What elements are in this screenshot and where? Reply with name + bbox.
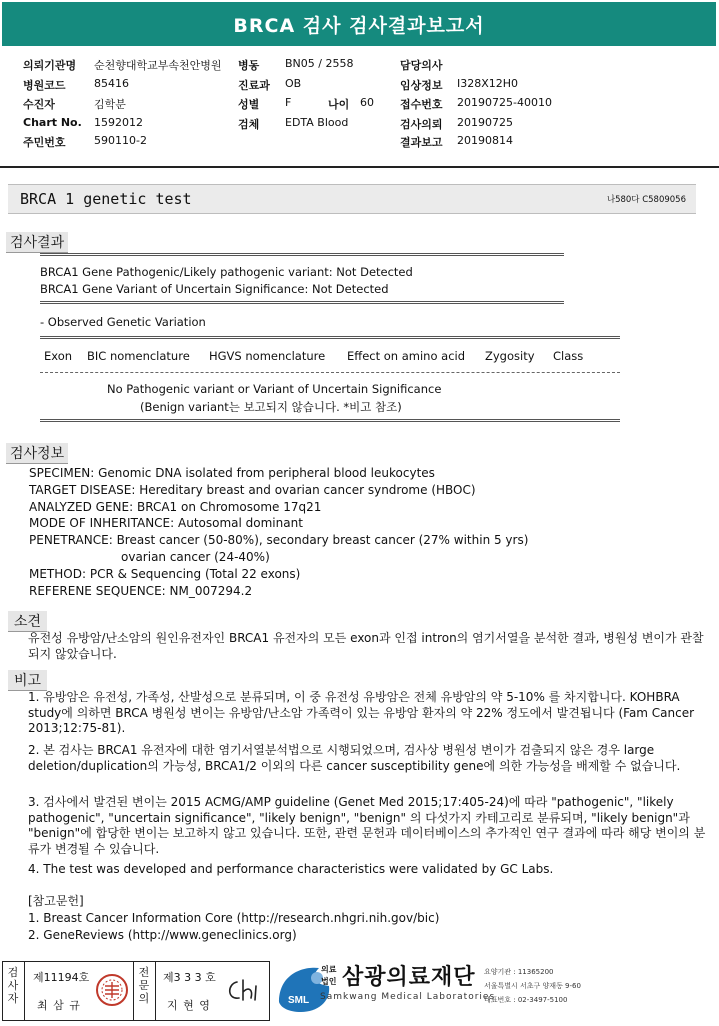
- header-value: F: [285, 96, 292, 109]
- header-label: 주민번호: [23, 136, 66, 149]
- result-vus: BRCA1 Gene Variant of Uncertain Significance: Not Detected: [40, 282, 389, 296]
- signature-box: [2, 961, 270, 1021]
- header-label: 결과보고: [400, 136, 443, 149]
- examiner-license: 제11194호: [33, 971, 90, 984]
- org-prefix: 의료: [321, 965, 337, 974]
- info-line: PENETRANCE: Breast cancer (50-80%), secondary breast cancer (27% within 5 yrs): [29, 533, 529, 547]
- divider: [40, 336, 620, 339]
- reference-item: 2. GeneReviews (http://www.geneclinics.org): [28, 928, 297, 942]
- header-value: 20190725: [457, 116, 513, 129]
- header-value: OB: [285, 77, 302, 90]
- specialist-license: 제3 3 3 호: [163, 971, 216, 984]
- examiner-label: 검사자: [7, 966, 19, 1005]
- test-name: BRCA 1 genetic test: [20, 190, 192, 208]
- header-value: EDTA Blood: [285, 116, 349, 129]
- specialist-name: 지 현 영: [167, 999, 211, 1012]
- result-pathogenic: BRCA1 Gene Pathogenic/Likely pathogenic variant: Not Detected: [40, 265, 413, 279]
- report-title: BRCA 검사 검사결과보고서: [2, 2, 716, 46]
- header-value: 20190814: [457, 134, 513, 147]
- remark-item: 1. 유방암은 유전성, 가족성, 산발성으로 분류되며, 이 중 유전성 유방암은 전체 유방암의 약 5-10% 를 차지합니다. KOHBRA study에 의하면 BRCA 병원성 변이는 유방암/난소암 가족력이 있는 유방암 환자의 약 22% 정도에서 발견됩니다 (Fam Cancer 2013;12:75-81).: [28, 690, 695, 735]
- divider: [40, 419, 620, 422]
- specialist-label: 전문의: [138, 966, 150, 1005]
- org-address: 서울특별시 서초구 양재동 9-60: [484, 982, 581, 990]
- info-line: REFERENE SEQUENCE: NM_007294.2: [29, 584, 253, 598]
- divider: [40, 301, 564, 304]
- info-line: ANALYZED GENE: BRCA1 on Chromosome 17q21: [29, 500, 322, 514]
- section-title-info: 검사정보: [6, 443, 68, 464]
- header-label: 검체: [238, 118, 260, 131]
- info-line: MODE OF INHERITANCE: Autosomal dominant: [29, 516, 303, 530]
- column-header: Zygosity: [485, 349, 535, 363]
- section-title-opinion: 소견: [8, 611, 47, 632]
- divider: [40, 253, 564, 256]
- header-label: 성별: [238, 98, 260, 111]
- remark-item: 4. The test was developed and performance characteristics were validated by GC Labs.: [28, 862, 554, 876]
- column-header: Class: [553, 349, 584, 363]
- info-line: TARGET DISEASE: Hereditary breast and ovarian cancer syndrome (HBOC): [29, 483, 476, 497]
- header-label: 의뢰기관명: [23, 59, 77, 72]
- test-code: 나580다 C5809056: [606, 195, 686, 205]
- header-value: I328X12H0: [457, 77, 519, 90]
- header-label: 병동: [238, 59, 260, 72]
- divider: [40, 372, 620, 373]
- examiner-name: 최 삼 규: [37, 999, 81, 1012]
- header-label: 검사의뢰: [400, 118, 443, 131]
- header-label: 진료과: [238, 79, 270, 92]
- header-value: 순천향대학교부속천안병원: [94, 59, 222, 72]
- header-value: 김학분: [94, 98, 126, 111]
- column-header: Exon: [44, 349, 73, 363]
- info-line: SPECIMEN: Genomic DNA isolated from peripheral blood leukocytes: [29, 466, 435, 480]
- no-variant-text: No Pathogenic variant or Variant of Uncertain Significance: [107, 382, 442, 396]
- org-prefix: 법인: [321, 977, 337, 986]
- header-label: 담당의사: [400, 59, 443, 72]
- benign-note: (Benign variant는 보고되지 않습니다. *비고 참조): [140, 400, 402, 414]
- column-header: HGVS nomenclature: [209, 349, 326, 363]
- section-title-remarks: 비고: [8, 670, 47, 691]
- org-license: 요양기관 : 11365200: [484, 968, 554, 976]
- observed-variation-label: - Observed Genetic Variation: [40, 315, 206, 329]
- test-bar: [8, 184, 696, 214]
- opinion-text: 유전성 유방암/난소암의 원인유전자인 BRCA1 유전자의 모든 exon과 인접 intron의 염기서열을 분석한 결과, 병원성 변이가 관찰되지 않았습니다.: [28, 631, 704, 661]
- remark-item: 2. 본 검사는 BRCA1 유전자에 대한 염기서열분석법으로 시행되었으며, 검사상 병원성 변이가 검출되지 않은 경우 large deletion/duplication의 가능성, BRCA1/2 이외의 다른 cancer susceptibility gene에 의한 가능성을 배제할 수 없습니다.: [28, 743, 681, 773]
- org-name: 삼광의료재단: [342, 965, 476, 990]
- info-line: METHOD: PCR & Sequencing (Total 22 exons): [29, 567, 301, 581]
- references-title: [참고문헌]: [28, 894, 84, 908]
- header-label: 나이: [328, 98, 350, 111]
- info-line: ovarian cancer (24-40%): [121, 550, 270, 564]
- header-label: Chart No.: [23, 116, 82, 129]
- header-label: 수진자: [23, 98, 55, 111]
- org-english-name: Samkwang Medical Laboratories: [320, 992, 496, 1002]
- section-title-results: 검사결과: [6, 232, 68, 253]
- report-footer: [0, 955, 719, 1021]
- header-value: 85416: [94, 77, 129, 90]
- column-header: BIC nomenclature: [87, 349, 190, 363]
- header-value: 20190725-40010: [457, 96, 552, 109]
- header-value: 1592012: [94, 116, 143, 129]
- header-label: 접수번호: [400, 98, 443, 111]
- header-value: 60: [360, 96, 374, 109]
- reference-item: 1. Breast Cancer Information Core (http://research.nhgri.nih.gov/bic): [28, 911, 440, 925]
- patient-header: [0, 48, 719, 168]
- header-label: 임상정보: [400, 79, 443, 92]
- header-value: 590110-2: [94, 134, 147, 147]
- svg-text:SML: SML: [288, 995, 310, 1006]
- examiner-seal: [95, 973, 129, 1007]
- specialist-signature: [223, 976, 263, 1006]
- column-header: Effect on amino acid: [347, 349, 466, 363]
- org-phone: 대표번호 : 02-3497-5100: [484, 996, 568, 1004]
- remark-item: 3. 검사에서 발견된 변이는 2015 ACMG/AMP guideline (Genet Med 2015;17:405-24)에 따라 "pathogenic", "likely pathogenic", "uncertain significance", "likely benign", "benign" 의 다섯가지 카테고리로 분류되며, "likely benign"과 "benign"에 합당한 변이는 보고하지 않고 있습니다. 또한, 관련 문헌과 데이터베이스의 추가적인 연구 결과에 따라 해당 변이의 분류가 변경될 수 있습니다.: [28, 795, 706, 856]
- header-label: 병원코드: [23, 79, 66, 92]
- header-value: BN05 / 2558: [285, 57, 354, 70]
